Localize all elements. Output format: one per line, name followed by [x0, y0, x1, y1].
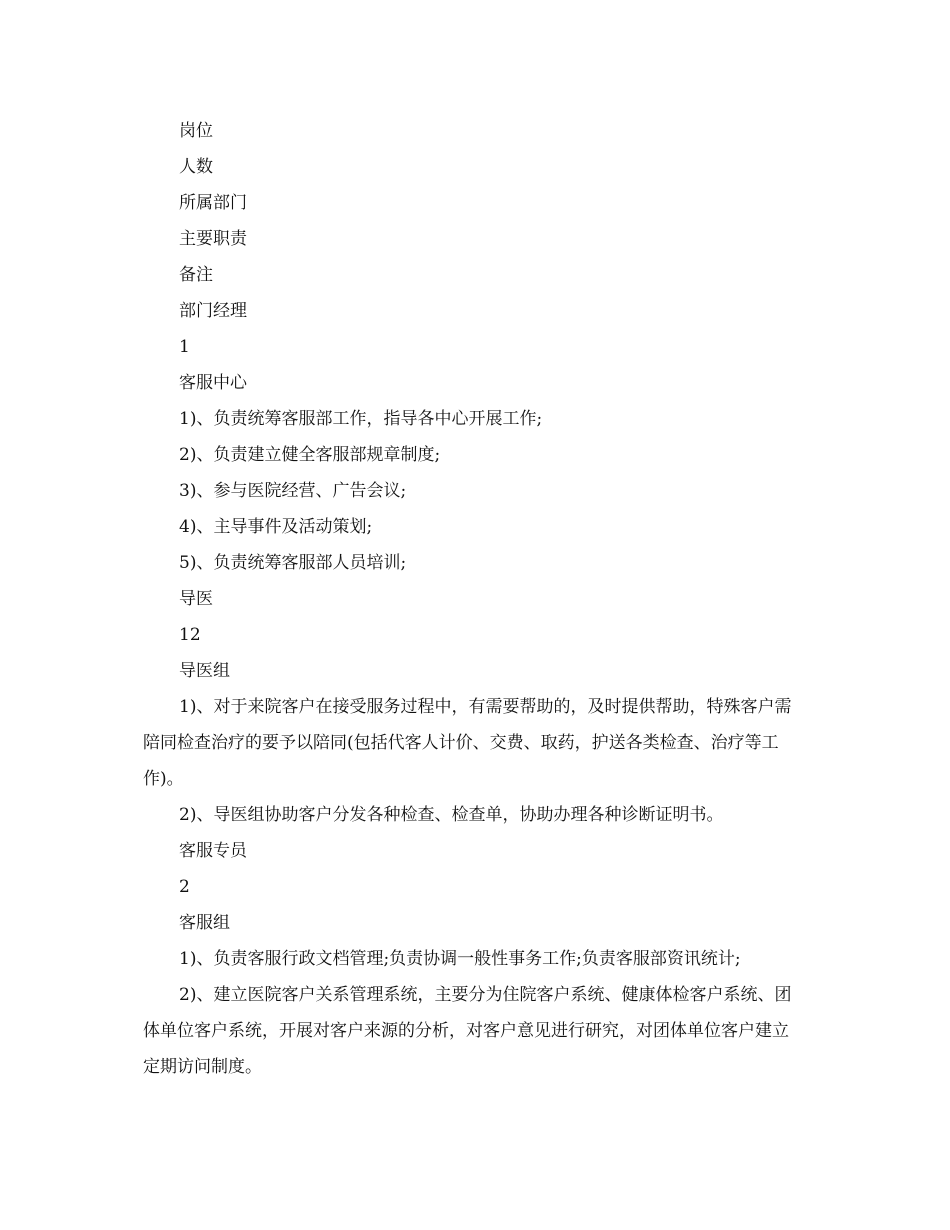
text-line: 导医组: [179, 661, 230, 681]
text-line: 12: [179, 625, 201, 645]
text-line: 客服组: [179, 913, 230, 933]
text-line: 岗位: [179, 121, 213, 141]
paragraph-text: 1)、对于来院客户在接受服务过程中，有需要帮助的，及时提供帮助，特殊客户需陪同检查治疗的要予以陪同(包括代客人计价、交费、取药，护送各类检查、治疗等工作)。: [143, 697, 792, 789]
text-line: 2: [179, 877, 190, 897]
text-line: 导医: [179, 589, 213, 609]
document-body: [143, 113, 803, 1085]
text-line: 3)、参与医院经营、广告会议;: [179, 481, 407, 501]
text-line: 1)、负责客服行政文档管理;负责协调一般性事务工作;负责客服部资讯统计;: [179, 949, 741, 969]
paragraph-text: 2)、建立医院客户关系管理系统，主要分为住院客户系统、健康体检客户系统、团体单位客户系统，开展对客户来源的分析，对客户意见进行研究，对团体单位客户建立定期访问制度。: [143, 985, 792, 1077]
text-line: 备注: [179, 265, 213, 285]
text-line: 2)、导医组协助客户分发各种检查、检查单，协助办理各种诊断证明书。: [179, 805, 724, 825]
text-line: 2)、负责建立健全客服部规章制度;: [179, 445, 441, 465]
text-line: 4)、主导事件及活动策划;: [179, 517, 373, 537]
text-line: 客服专员: [179, 841, 247, 861]
paragraph: [143, 689, 803, 797]
text-line: 所属部门: [179, 193, 247, 213]
text-line: 客服中心: [179, 373, 247, 393]
text-line: 1)、负责统筹客服部工作，指导各中心开展工作;: [179, 409, 543, 429]
text-line: 主要职责: [179, 229, 247, 249]
text-line: 5)、负责统筹客服部人员培训;: [179, 553, 407, 573]
text-line: 1: [179, 337, 190, 357]
paragraph: [143, 977, 803, 1085]
text-line: 人数: [179, 157, 213, 177]
text-line: 部门经理: [179, 301, 247, 321]
